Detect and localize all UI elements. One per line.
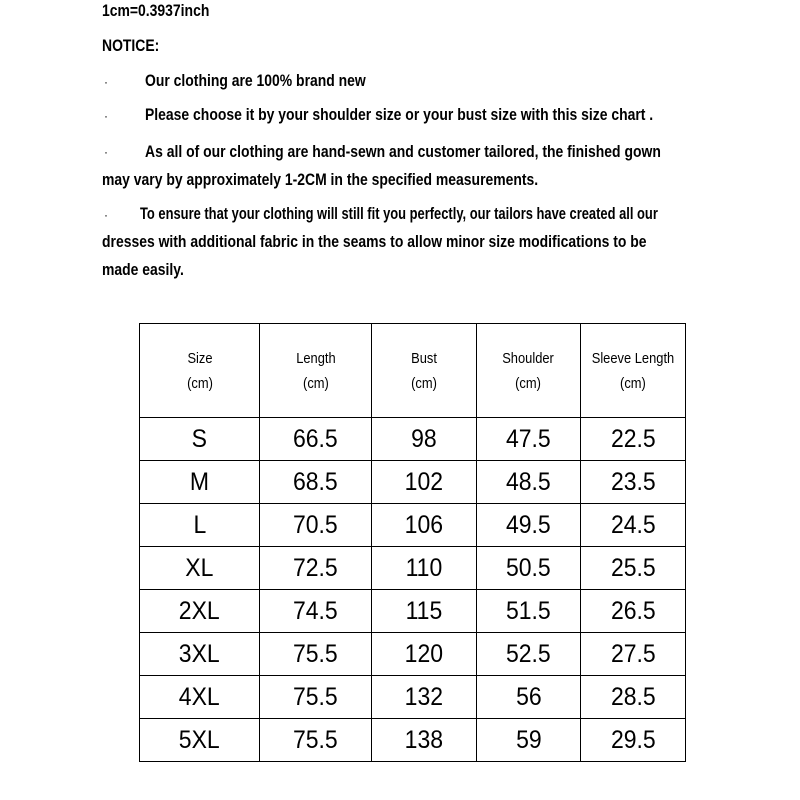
table-row (140, 461, 686, 504)
cell-bust: 132 (372, 676, 477, 719)
cell-bust: 106 (372, 504, 477, 547)
cell-shoulder: 56 (477, 676, 581, 719)
cell-sleeve-length: 29.5 (581, 719, 686, 762)
cell-length: 68.5 (260, 461, 372, 504)
cell-sleeve-length: 24.5 (581, 504, 686, 547)
table-row (140, 590, 686, 633)
cell-shoulder: 49.5 (477, 504, 581, 547)
bullet-dot: · (104, 75, 108, 89)
cell-shoulder: 52.5 (477, 633, 581, 676)
cell-shoulder: 47.5 (477, 418, 581, 461)
table-row (140, 504, 686, 547)
size-chart-table (139, 323, 686, 762)
cell-shoulder: 51.5 (477, 590, 581, 633)
notice-item-hand-sewn-cont: may vary by approximately 1-2CM in the specified measurements. (102, 170, 539, 189)
cell-length: 75.5 (260, 719, 372, 762)
cell-shoulder: 50.5 (477, 547, 581, 590)
cell-bust: 110 (372, 547, 477, 590)
table-row (140, 633, 686, 676)
table-header-row (140, 324, 686, 418)
cell-sleeve-length: 23.5 (581, 461, 686, 504)
cell-length: 74.5 (260, 590, 372, 633)
cell-size: 5XL (140, 719, 260, 762)
cell-sleeve-length: 26.5 (581, 590, 686, 633)
cell-sleeve-length: 28.5 (581, 676, 686, 719)
cell-length: 66.5 (260, 418, 372, 461)
cell-size: 4XL (140, 676, 260, 719)
cell-sleeve-length: 27.5 (581, 633, 686, 676)
cell-length: 75.5 (260, 676, 372, 719)
cell-bust: 102 (372, 461, 477, 504)
cell-bust: 120 (372, 633, 477, 676)
cell-bust: 115 (372, 590, 477, 633)
header-length: Length (cm) (260, 324, 372, 418)
cell-length: 70.5 (260, 504, 372, 547)
cell-size: 3XL (140, 633, 260, 676)
cell-bust: 138 (372, 719, 477, 762)
cell-length: 75.5 (260, 633, 372, 676)
table-row (140, 418, 686, 461)
header-bust: Bust (cm) (372, 324, 477, 418)
cell-length: 72.5 (260, 547, 372, 590)
table-row (140, 676, 686, 719)
header-shoulder: Shoulder (cm) (477, 324, 581, 418)
cell-shoulder: 59 (477, 719, 581, 762)
cell-shoulder: 48.5 (477, 461, 581, 504)
header-sleeve-length: Sleeve Length (cm) (581, 324, 686, 418)
cell-bust: 98 (372, 418, 477, 461)
table-row (140, 547, 686, 590)
notice-item-ensure-fit: To ensure that your clothing will still fit you perfectly, our tailors have created all our (140, 204, 658, 223)
cell-size: L (140, 504, 260, 547)
cell-sleeve-length: 22.5 (581, 418, 686, 461)
notice-item-ensure-fit-cont: dresses with additional fabric in the seams to allow minor size modifications to be (102, 232, 647, 251)
cell-size: 2XL (140, 590, 260, 633)
bullet-dot: · (104, 109, 108, 123)
cell-sleeve-length: 25.5 (581, 547, 686, 590)
cell-size: M (140, 461, 260, 504)
notice-item-hand-sewn: As all of our clothing are hand-sewn and customer tailored, the finished gown (145, 142, 661, 161)
cell-size: S (140, 418, 260, 461)
cell-size: XL (140, 547, 260, 590)
bullet-dot: · (104, 145, 108, 159)
notice-title: NOTICE: (102, 36, 160, 55)
bullet-dot: · (104, 208, 108, 222)
header-size: Size (cm) (140, 324, 260, 418)
unit-conversion: 1cm=0.3937inch (102, 1, 210, 20)
notice-item-choose-size: Please choose it by your shoulder size or your bust size with this size chart . (145, 105, 654, 124)
notice-item-ensure-fit-end: made easily. (102, 260, 184, 279)
notice-item-brand-new: Our clothing are 100% brand new (145, 71, 366, 90)
table-row (140, 719, 686, 762)
